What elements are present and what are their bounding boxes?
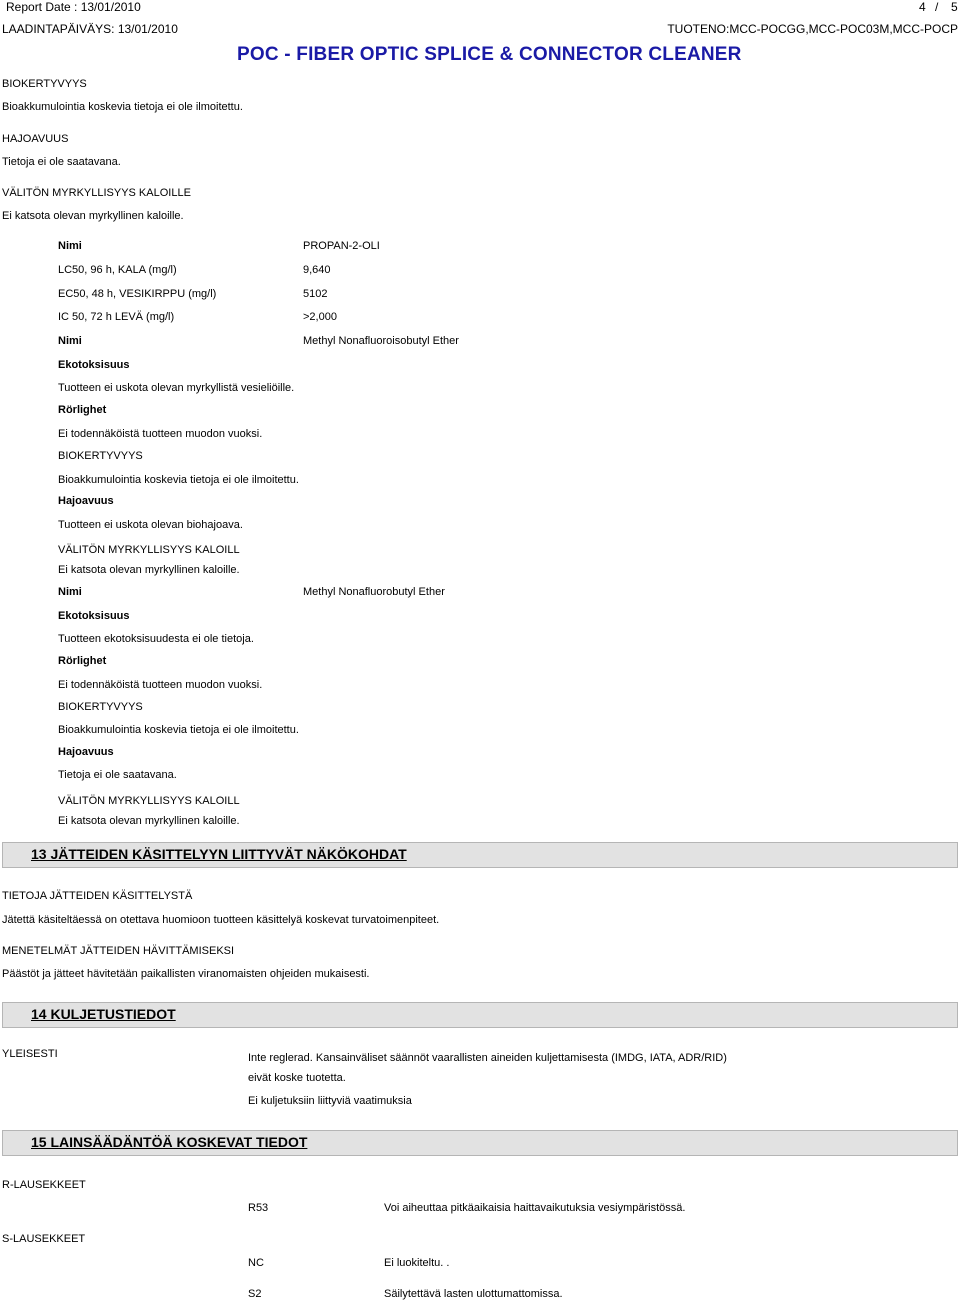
substance-3-degr-text: Tietoja ei ole saatavana. (58, 769, 177, 781)
document-title: POC - FIBER OPTIC SPLICE & CONNECTOR CLEANER (237, 44, 742, 65)
section-14-band (2, 1002, 958, 1028)
page-current: 4 (919, 0, 926, 14)
lc50-label: LC50, 96 h, KALA (mg/l) (58, 264, 177, 276)
substance-2-name-label: Nimi (58, 335, 82, 347)
substance-3-ecotox-text: Tuotteen ekotoksisuudesta ei ole tietoja. (58, 633, 254, 645)
r-phrases-heading: R-LAUSEKKEET (2, 1179, 86, 1191)
s-phrases-heading: S-LAUSEKKEET (2, 1233, 86, 1245)
substance-2-name: Methyl Nonafluoroisobutyl Ether (303, 335, 459, 347)
s2-text: Säilytettävä lasten ulottumattomissa. (384, 1288, 563, 1300)
substance-3-degr-heading: Hajoavuus (58, 746, 114, 758)
bioaccumulation-heading: BIOKERTYVYYS (2, 78, 87, 90)
waste-info-heading: TIETOJA JÄTTEIDEN KÄSITTELYSTÄ (2, 890, 193, 902)
substance-3-mobility-heading: Rörlighet (58, 655, 107, 667)
substance-2-ecotox-text: Tuotteen ei uskota olevan myrkyllistä vesieliöille. (58, 382, 295, 394)
bioaccumulation-text: Bioakkumulointia koskevia tietoja ei ole ilmoitettu. (2, 101, 243, 113)
substance-1-name: PROPAN-2-OLI (303, 240, 380, 252)
report-date: Report Date : 13/01/2010 (6, 0, 141, 14)
substance-3-mobility-text: Ei todennäköistä tuotteen muodon vuoksi. (58, 679, 263, 691)
section-14-title: 14 KULJETUSTIEDOT (31, 1006, 176, 1022)
substance-1-name-label: Nimi (58, 240, 82, 252)
ic50-value: >2,000 (303, 311, 337, 323)
nc-text: Ei luokiteltu. . (384, 1257, 450, 1269)
ic50-label: IC 50, 72 h LEVÄ (mg/l) (58, 311, 175, 323)
substance-2-ecotox-heading: Ekotoksisuus (58, 359, 130, 371)
page-total: 5 (951, 0, 958, 14)
transport-line-1: Inte reglerad. Kansainväliset säännöt vaarallisten aineiden kuljettamisesta (IMDG, IATA, ADR/RID) (248, 1052, 727, 1064)
page-separator: / (935, 0, 939, 14)
substance-3-bio-text: Bioakkumulointia koskevia tietoja ei ole ilmoitettu. (58, 724, 299, 736)
fish-toxicity-heading: VÄLITÖN MYRKYLLISYYS KALOILLE (2, 187, 191, 199)
product-codes: TUOTENO:MCC-POCGG,MCC-POC03M,MCC-POCP (667, 22, 958, 36)
lc50-value: 9,640 (303, 264, 331, 276)
substance-2-bio-heading: BIOKERTYVYYS (58, 450, 143, 462)
substance-3-bio-heading: BIOKERTYVYYS (58, 701, 143, 713)
ec50-label: EC50, 48 h, VESIKIRPPU (mg/l) (58, 288, 217, 300)
degradability-heading: HAJOAVUUS (2, 133, 69, 145)
waste-info-text: Jätettä käsiteltäessä on otettava huomioon tuotteen käsittelyä koskevat turvatoimenpiteet. (2, 914, 440, 926)
degradability-text: Tietoja ei ole saatavana. (2, 156, 121, 168)
substance-2-mobility-text: Ei todennäköistä tuotteen muodon vuoksi. (58, 428, 263, 440)
substance-3-ecotox-heading: Ekotoksisuus (58, 610, 130, 622)
substance-3-fish-text: Ei katsota olevan myrkyllinen kaloille. (58, 815, 240, 827)
fish-toxicity-text: Ei katsota olevan myrkyllinen kaloille. (2, 210, 184, 222)
substance-2-degr-text: Tuotteen ei uskota olevan biohajoava. (58, 519, 243, 531)
r53-text: Voi aiheuttaa pitkäaikaisia haittavaikutuksia vesiympäristössä. (384, 1202, 686, 1214)
transport-line-3: Ei kuljetuksiin liittyviä vaatimuksia (248, 1095, 412, 1107)
waste-disposal-text: Päästöt ja jätteet hävitetään paikallisten viranomaisten ohjeiden mukaisesti. (2, 968, 370, 980)
section-13-band (2, 842, 958, 868)
r53-code: R53 (248, 1202, 269, 1214)
s2-code: S2 (248, 1288, 262, 1300)
section-13-title: 13 JÄTTEIDEN KÄSITTELYYN LIITTYVÄT NÄKÖKOHDAT (31, 846, 407, 862)
substance-3-fish-heading: VÄLITÖN MYRKYLLISYYS KALOILL (58, 795, 240, 807)
substance-2-fish-heading: VÄLITÖN MYRKYLLISYYS KALOILL (58, 544, 240, 556)
ec50-value: 5102 (303, 288, 328, 300)
substance-3-name-label: Nimi (58, 586, 82, 598)
section-15-title: 15 LAINSÄÄDÄNTÖÄ KOSKEVAT TIEDOT (31, 1134, 308, 1150)
transport-general-label: YLEISESTI (2, 1048, 58, 1060)
substance-2-bio-text: Bioakkumulointia koskevia tietoja ei ole ilmoitettu. (58, 474, 299, 486)
substance-2-degr-heading: Hajoavuus (58, 495, 114, 507)
substance-3-name: Methyl Nonafluorobutyl Ether (303, 586, 445, 598)
substance-2-mobility-heading: Rörlighet (58, 404, 107, 416)
waste-disposal-heading: MENETELMÄT JÄTTEIDEN HÄVITTÄMISEKSI (2, 945, 235, 957)
nc-code: NC (248, 1257, 264, 1269)
transport-line-2: eivät koske tuotetta. (248, 1072, 346, 1084)
substance-2-fish-text: Ei katsota olevan myrkyllinen kaloille. (58, 564, 240, 576)
section-15-band (2, 1130, 958, 1156)
revision-date: LAADINTAPÄIVÄYS: 13/01/2010 (2, 22, 178, 36)
